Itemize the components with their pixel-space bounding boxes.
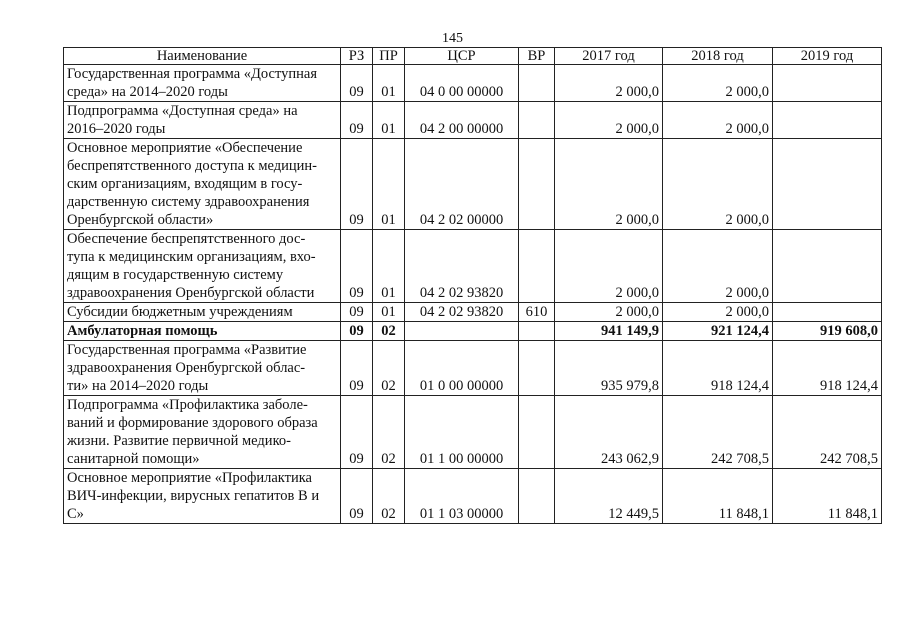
cell-name bbox=[64, 396, 341, 469]
cell-name bbox=[64, 102, 341, 139]
cell-rz: 09 bbox=[341, 396, 373, 469]
cell-name-line: Субсидии бюджетным учреждениям bbox=[67, 304, 293, 320]
cell-csr: 04 2 02 93820 bbox=[405, 303, 519, 322]
cell-name-line: Государственная программа «Развитие bbox=[67, 342, 307, 358]
cell-2017: 2 000,0 bbox=[555, 139, 663, 230]
cell-pr: 01 bbox=[373, 303, 405, 322]
cell-vr bbox=[519, 139, 555, 230]
cell-rz: 09 bbox=[341, 469, 373, 524]
cell-name bbox=[64, 139, 341, 230]
cell-vr bbox=[519, 102, 555, 139]
cell-name-line: Основное мероприятие «Профилактика bbox=[67, 470, 312, 486]
cell-2019 bbox=[773, 139, 882, 230]
cell-pr: 01 bbox=[373, 102, 405, 139]
cell-rz: 09 bbox=[341, 341, 373, 396]
column-header-name: Наименование bbox=[64, 48, 341, 65]
table-body bbox=[64, 65, 882, 524]
column-header-pr: ПР bbox=[373, 48, 405, 65]
cell-2017: 12 449,5 bbox=[555, 469, 663, 524]
table-row bbox=[64, 341, 882, 396]
cell-name bbox=[64, 469, 341, 524]
cell-name-line: 2016–2020 годы bbox=[67, 121, 166, 137]
cell-vr bbox=[519, 341, 555, 396]
table-row bbox=[64, 65, 882, 102]
cell-name-line: здравоохранения Оренбургской области bbox=[67, 285, 315, 301]
cell-csr: 04 2 02 00000 bbox=[405, 139, 519, 230]
cell-name-line: здравоохранения Оренбургской облас- bbox=[67, 360, 306, 376]
cell-pr: 01 bbox=[373, 230, 405, 303]
cell-2017: 2 000,0 bbox=[555, 102, 663, 139]
cell-2017: 243 062,9 bbox=[555, 396, 663, 469]
cell-2019: 918 124,4 bbox=[773, 341, 882, 396]
cell-2019 bbox=[773, 303, 882, 322]
table-row bbox=[64, 322, 882, 341]
cell-name-line: ским организациям, входящим в госу- bbox=[67, 176, 303, 192]
cell-name bbox=[64, 303, 341, 322]
cell-csr: 01 0 00 00000 bbox=[405, 341, 519, 396]
cell-2019 bbox=[773, 102, 882, 139]
cell-name bbox=[64, 322, 341, 341]
cell-csr bbox=[405, 322, 519, 341]
cell-vr bbox=[519, 230, 555, 303]
cell-name-line: дарственную систему здравоохранения bbox=[67, 194, 310, 210]
cell-2018: 921 124,4 bbox=[663, 322, 773, 341]
cell-vr: 610 bbox=[519, 303, 555, 322]
cell-pr: 01 bbox=[373, 65, 405, 102]
cell-name-line: среда» на 2014–2020 годы bbox=[67, 84, 228, 100]
table-header-row bbox=[64, 48, 882, 65]
cell-csr: 01 1 00 00000 bbox=[405, 396, 519, 469]
cell-name bbox=[64, 230, 341, 303]
table-row bbox=[64, 139, 882, 230]
cell-name-line: дящим в государственную систему bbox=[67, 267, 284, 283]
cell-2018: 2 000,0 bbox=[663, 102, 773, 139]
cell-2019 bbox=[773, 65, 882, 102]
column-header-2018: 2018 год bbox=[663, 48, 773, 65]
cell-2019: 919 608,0 bbox=[773, 322, 882, 341]
cell-2017: 941 149,9 bbox=[555, 322, 663, 341]
cell-rz: 09 bbox=[341, 102, 373, 139]
cell-name-line: Обеспечение беспрепятственного дос- bbox=[67, 231, 306, 247]
cell-name-line: Амбулаторная помощь bbox=[67, 323, 218, 339]
column-header-2019: 2019 год bbox=[773, 48, 882, 65]
cell-pr: 02 bbox=[373, 469, 405, 524]
table-row bbox=[64, 396, 882, 469]
cell-csr: 04 0 00 00000 bbox=[405, 65, 519, 102]
cell-name bbox=[64, 65, 341, 102]
cell-name-line: Подпрограмма «Доступная среда» на bbox=[67, 103, 298, 119]
cell-2017: 935 979,8 bbox=[555, 341, 663, 396]
cell-2019 bbox=[773, 230, 882, 303]
page-number: 145 bbox=[442, 31, 463, 46]
cell-2019: 11 848,1 bbox=[773, 469, 882, 524]
cell-vr bbox=[519, 396, 555, 469]
budget-table bbox=[63, 47, 882, 524]
table-row bbox=[64, 469, 882, 524]
cell-name-line: Подпрограмма «Профилактика заболе- bbox=[67, 397, 308, 413]
cell-name-line: беспрепятственного доступа к медицин- bbox=[67, 158, 317, 174]
cell-2018: 918 124,4 bbox=[663, 341, 773, 396]
cell-name-line: С» bbox=[67, 506, 84, 522]
cell-2017: 2 000,0 bbox=[555, 230, 663, 303]
cell-name-line: Основное мероприятие «Обеспечение bbox=[67, 140, 303, 156]
column-header-csr: ЦСР bbox=[405, 48, 519, 65]
cell-name-line: ваний и формирование здорового образа bbox=[67, 415, 318, 431]
cell-name-line: санитарной помощи» bbox=[67, 451, 200, 467]
cell-name bbox=[64, 341, 341, 396]
table-row bbox=[64, 102, 882, 139]
cell-vr bbox=[519, 469, 555, 524]
cell-pr: 02 bbox=[373, 322, 405, 341]
cell-2018: 2 000,0 bbox=[663, 139, 773, 230]
cell-2018: 2 000,0 bbox=[663, 230, 773, 303]
cell-2019: 242 708,5 bbox=[773, 396, 882, 469]
cell-2017: 2 000,0 bbox=[555, 303, 663, 322]
cell-2017: 2 000,0 bbox=[555, 65, 663, 102]
cell-vr bbox=[519, 322, 555, 341]
cell-2018: 2 000,0 bbox=[663, 65, 773, 102]
cell-2018: 242 708,5 bbox=[663, 396, 773, 469]
cell-name-line: ти» на 2014–2020 годы bbox=[67, 378, 209, 394]
cell-name-line: Государственная программа «Доступная bbox=[67, 66, 317, 82]
cell-rz: 09 bbox=[341, 230, 373, 303]
table-row bbox=[64, 303, 882, 322]
cell-pr: 02 bbox=[373, 396, 405, 469]
cell-name-line: жизни. Развитие первичной медико- bbox=[67, 433, 291, 449]
cell-pr: 02 bbox=[373, 341, 405, 396]
cell-csr: 04 2 00 00000 bbox=[405, 102, 519, 139]
cell-2018: 11 848,1 bbox=[663, 469, 773, 524]
cell-name-line: ВИЧ-инфекции, вирусных гепатитов В и bbox=[67, 488, 320, 504]
cell-rz: 09 bbox=[341, 65, 373, 102]
cell-vr bbox=[519, 65, 555, 102]
column-header-rz: РЗ bbox=[341, 48, 373, 65]
column-header-2017: 2017 год bbox=[555, 48, 663, 65]
cell-rz: 09 bbox=[341, 303, 373, 322]
cell-csr: 04 2 02 93820 bbox=[405, 230, 519, 303]
cell-2018: 2 000,0 bbox=[663, 303, 773, 322]
cell-csr: 01 1 03 00000 bbox=[405, 469, 519, 524]
column-header-vr: ВР bbox=[519, 48, 555, 65]
cell-name-line: Оренбургской области» bbox=[67, 212, 214, 228]
cell-pr: 01 bbox=[373, 139, 405, 230]
table-row bbox=[64, 230, 882, 303]
cell-name-line: тупа к медицинским организациям, вхо- bbox=[67, 249, 316, 265]
cell-rz: 09 bbox=[341, 139, 373, 230]
cell-rz: 09 bbox=[341, 322, 373, 341]
